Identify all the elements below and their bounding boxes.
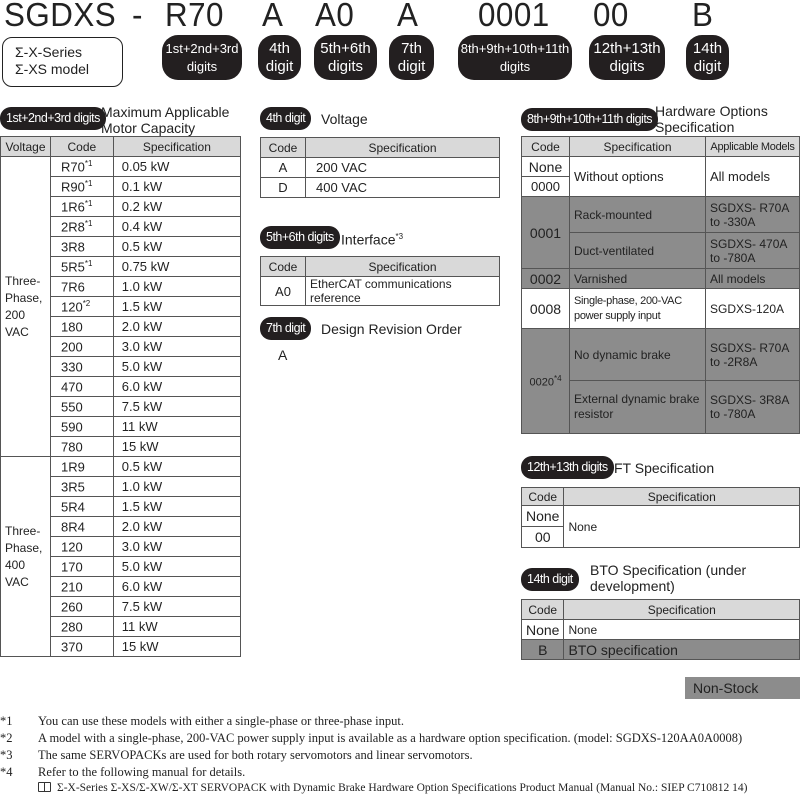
code: 2R8 <box>60 219 85 235</box>
spec-cell: 11 kW <box>113 617 240 637</box>
footnote-text: Refer to the following manual for details. <box>38 765 246 779</box>
spec-cell: 7.5 kW <box>113 597 240 617</box>
table-row <box>522 640 800 660</box>
code: 1R9 <box>60 459 85 475</box>
pill-line: 1st+2nd+3rd <box>165 40 239 56</box>
pill-line: 4th <box>269 39 290 57</box>
section-title: Maximum Applicable Motor Capacity <box>101 104 230 136</box>
pill-line: digits <box>499 58 531 74</box>
footnote-text: You can use these models with either a single-phase or three-phase input. <box>38 714 404 728</box>
note-ref: *3 <box>395 232 404 241</box>
pill-line: digits <box>609 57 645 75</box>
table-row <box>522 329 800 381</box>
code: 210 <box>60 579 83 595</box>
column-header: Voltage <box>1 137 51 157</box>
footnote-mark: *4 <box>0 765 13 779</box>
spec-cell: 6.0 kW <box>113 377 240 397</box>
model-part: B <box>692 0 714 33</box>
table-row <box>522 157 800 177</box>
spec-cell: 7.5 kW <box>113 397 240 417</box>
digit-pill <box>258 35 301 80</box>
spec-cell: EtherCAT communications reference <box>306 277 500 306</box>
table-row <box>1 157 241 177</box>
code: 120 <box>60 539 83 555</box>
table-cell: No dynamic brake <box>570 329 706 381</box>
table-row <box>261 277 500 306</box>
table-cell: 0000 <box>522 177 570 197</box>
spec-cell: 3.0 kW <box>113 337 240 357</box>
code: R90 <box>60 179 85 195</box>
footnote-mark: *1 <box>0 714 13 728</box>
code-cell <box>50 297 113 317</box>
bto-tag: 14th digit <box>521 568 579 591</box>
code-cell <box>50 197 113 217</box>
footnote <box>0 765 800 781</box>
footnote <box>0 731 800 747</box>
column-header: Specification <box>564 600 800 620</box>
code-cell <box>50 417 113 437</box>
pill-line: 5th+6th <box>320 39 371 57</box>
model-part: A <box>397 0 419 33</box>
code-cell: A0 <box>261 277 306 306</box>
code-cell <box>50 217 113 237</box>
column-header: Code <box>522 137 570 157</box>
code-cell <box>50 577 113 597</box>
table-cell: None <box>522 620 564 640</box>
pill-line: 12th+13th <box>593 39 661 57</box>
table-row <box>1 457 241 477</box>
spec-cell: 2.0 kW <box>113 517 240 537</box>
spec-cell: 3.0 kW <box>113 537 240 557</box>
table-cell: SGDXS- R70A to -2R8A <box>706 329 800 381</box>
code-cell <box>50 257 113 277</box>
revision-tag: 7th digit <box>260 317 311 340</box>
model-part: A <box>262 0 284 33</box>
code-cell <box>50 557 113 577</box>
column-header: Code <box>261 257 306 277</box>
spec-cell: 1.5 kW <box>113 497 240 517</box>
ft-tag: 12th+13th digits <box>521 456 614 479</box>
code-cell <box>50 497 113 517</box>
series-box <box>2 37 123 87</box>
code-cell: D <box>261 178 306 198</box>
table-cell: SGDXS-120A <box>706 289 800 329</box>
code: 780 <box>60 439 83 455</box>
table-cell: 0001 <box>522 197 570 269</box>
table-row <box>522 269 800 289</box>
capacity-table <box>0 136 241 657</box>
footnote-text: A model with a single-phase, 200-VAC power supply input is available as a hardware option specification. (model: SGDXS-120AA0A0008) <box>38 731 743 745</box>
code: 120 <box>60 299 83 315</box>
spec-cell: 0.75 kW <box>113 257 240 277</box>
table-cell: None <box>522 506 564 527</box>
section-title: Voltage <box>321 111 368 127</box>
table-cell: Rack-mounted <box>570 197 706 233</box>
code-cell <box>50 317 113 337</box>
model-part: 00 <box>593 0 629 33</box>
capacity-tag: 1st+2nd+3rd digits <box>0 107 106 130</box>
footnote <box>0 748 800 764</box>
manual-text: Σ-X-Series Σ-XS/Σ-XW/Σ-XT SERVOPACK with Dynamic Brake Hardware Option Specifications Product Manual (Manual No.: SIEP C710812 14) <box>57 782 748 794</box>
model-part: - <box>132 0 143 33</box>
digit-pill <box>314 35 377 80</box>
table-row <box>522 197 800 233</box>
note-ref: *1 <box>84 158 93 168</box>
code-cell <box>50 157 113 177</box>
spec-cell: 0.1 kW <box>113 177 240 197</box>
code-cell <box>50 597 113 617</box>
note-ref: *2 <box>82 298 91 308</box>
code: R70 <box>60 159 85 175</box>
column-header: Code <box>50 137 113 157</box>
code: 3R5 <box>60 479 85 495</box>
table-cell: All models <box>706 269 800 289</box>
code-cell <box>50 237 113 257</box>
code: 470 <box>60 379 83 395</box>
pill-line: digit <box>265 57 294 75</box>
ft-table <box>521 487 800 548</box>
note-ref: *1 <box>84 218 93 228</box>
section-title: FT Specification <box>614 460 715 476</box>
model-part: 0001 <box>478 0 550 33</box>
code-cell <box>50 477 113 497</box>
digit-pill <box>162 35 242 80</box>
code: 370 <box>60 639 83 655</box>
voltage-tag: 4th digit <box>260 107 311 130</box>
section-title: Design Revision Order <box>321 321 462 337</box>
spec-cell: 0.2 kW <box>113 197 240 217</box>
table-cell: BTO specification <box>564 640 800 660</box>
spec-cell: 5.0 kW <box>113 357 240 377</box>
note-ref: *1 <box>84 258 93 268</box>
spec-cell: 5.0 kW <box>113 557 240 577</box>
code: 7R6 <box>60 279 85 295</box>
column-header: Specification <box>113 137 240 157</box>
spec-cell: 0.4 kW <box>113 217 240 237</box>
code: 170 <box>60 559 83 575</box>
code: 550 <box>60 399 83 415</box>
table-row <box>522 620 800 640</box>
title-text: Interface <box>341 231 396 248</box>
table-cell: 0002 <box>522 269 570 289</box>
footnote-mark: *3 <box>0 748 13 762</box>
model-part: A0 <box>315 0 355 33</box>
voltage-table <box>260 137 500 198</box>
code: 5R5 <box>60 259 85 275</box>
digit-pill <box>389 35 434 80</box>
interface-table <box>260 256 500 306</box>
column-header: Code <box>522 488 564 506</box>
header-row <box>522 137 800 157</box>
table-cell: None <box>522 157 570 177</box>
section-title: BTO Specification (under development) <box>590 562 747 594</box>
spec-cell: 0.5 kW <box>113 237 240 257</box>
table-row <box>261 158 500 178</box>
code: 5R4 <box>60 499 85 515</box>
column-header: Applicable Models <box>706 137 800 157</box>
voltage-cell: Three-Phase, 400 VAC <box>1 457 51 657</box>
code: 590 <box>60 419 83 435</box>
code-cell <box>50 397 113 417</box>
section-title <box>341 229 403 248</box>
table-cell: None <box>564 620 800 640</box>
digit-pill <box>686 35 729 80</box>
model-part: SGDXS <box>4 0 117 33</box>
code-cell <box>50 337 113 357</box>
spec-cell: 15 kW <box>113 637 240 657</box>
code: 8R4 <box>60 519 85 535</box>
non-stock-legend: Non-Stock <box>685 677 800 699</box>
table-cell: 00 <box>522 527 564 548</box>
digit-pill <box>589 35 665 80</box>
code: 200 <box>60 339 83 355</box>
code-cell <box>50 177 113 197</box>
pill-line: digit <box>397 57 426 75</box>
header-row <box>261 138 500 158</box>
table-cell: B <box>522 640 564 660</box>
pill-line: digits <box>186 58 218 74</box>
spec-cell: 0.05 kW <box>113 157 240 177</box>
spec-cell: 0.5 kW <box>113 457 240 477</box>
column-header: Specification <box>306 257 500 277</box>
interface-tag: 5th+6th digits <box>260 226 340 249</box>
model-part: R70 <box>165 0 224 33</box>
pill-line: 14th <box>692 39 723 57</box>
spec-cell: 400 VAC <box>306 178 500 198</box>
code: 330 <box>60 359 83 375</box>
note-ref: *1 <box>84 198 93 208</box>
column-header: Specification <box>306 138 500 158</box>
code-cell <box>50 437 113 457</box>
pill-line: digit <box>693 57 722 75</box>
hardware-tag: 8th+9th+10th+11th digits <box>521 108 658 131</box>
code-cell <box>50 617 113 637</box>
spec-cell: 15 kW <box>113 437 240 457</box>
spec-cell: 1.0 kW <box>113 477 240 497</box>
spec-cell: 200 VAC <box>306 158 500 178</box>
revision-value: A <box>278 347 288 363</box>
table-cell: SGDXS- 470A to -780A <box>706 233 800 269</box>
series-line: Σ-X-Series <box>15 44 82 60</box>
spec-cell: 6.0 kW <box>113 577 240 597</box>
book-icon <box>38 782 51 792</box>
column-header: Specification <box>570 137 706 157</box>
table-cell: Varnished <box>570 269 706 289</box>
code: 0020 <box>529 376 554 389</box>
header-row <box>1 137 241 157</box>
code-cell <box>50 637 113 657</box>
table-cell: Duct-ventilated <box>570 233 706 269</box>
table-row <box>522 289 800 329</box>
bto-table <box>521 599 800 660</box>
table-cell: None <box>564 506 800 548</box>
code-cell <box>50 357 113 377</box>
table-cell: Without options <box>570 157 706 197</box>
spec-cell: 1.5 kW <box>113 297 240 317</box>
table-row <box>261 178 500 198</box>
footnote <box>0 714 800 730</box>
code: 180 <box>60 319 83 335</box>
column-header: Specification <box>564 488 800 506</box>
code-cell <box>50 517 113 537</box>
spec-cell: 2.0 kW <box>113 317 240 337</box>
code-cell <box>50 277 113 297</box>
code-cell <box>50 457 113 477</box>
manual-reference <box>38 782 747 794</box>
table-cell: All models <box>706 157 800 197</box>
pill-line: 8th+9th+10th+11th <box>460 40 570 56</box>
spec-cell: 11 kW <box>113 417 240 437</box>
code-cell <box>50 537 113 557</box>
pill-line: digits <box>327 57 364 75</box>
column-header: Code <box>261 138 306 158</box>
voltage-cell: Three-Phase, 200 VAC <box>1 157 51 457</box>
footnote-mark: *2 <box>0 731 13 745</box>
header-row <box>522 488 800 506</box>
series-line: Σ-XS model <box>15 61 90 77</box>
table-cell: SGDXS- 3R8A to -780A <box>706 381 800 434</box>
footnote-text: The same SERVOPACKs are used for both rotary servomotors and linear servomotors. <box>38 748 473 762</box>
code-cell <box>50 377 113 397</box>
table-cell: External dynamic brake resistor <box>570 381 706 434</box>
note-ref: *4 <box>553 373 562 383</box>
table-row <box>522 506 800 527</box>
hardware-table <box>521 136 800 434</box>
table-cell <box>522 329 570 434</box>
section-title: Hardware Options Specification <box>655 103 768 135</box>
header-row <box>261 257 500 277</box>
spec-cell: 1.0 kW <box>113 277 240 297</box>
code: 3R8 <box>60 239 85 255</box>
code: 260 <box>60 599 83 615</box>
digit-pill <box>458 35 572 80</box>
table-cell: 0008 <box>522 289 570 329</box>
note-ref: *1 <box>84 178 93 188</box>
code-cell: A <box>261 158 306 178</box>
pill-line: 7th <box>401 39 422 57</box>
column-header: Code <box>522 600 564 620</box>
table-cell: SGDXS- R70A to -330A <box>706 197 800 233</box>
table-cell: Single-phase, 200-VAC power supply input <box>570 289 706 329</box>
code: 280 <box>60 619 83 635</box>
header-row <box>522 600 800 620</box>
code: 1R6 <box>60 199 85 215</box>
